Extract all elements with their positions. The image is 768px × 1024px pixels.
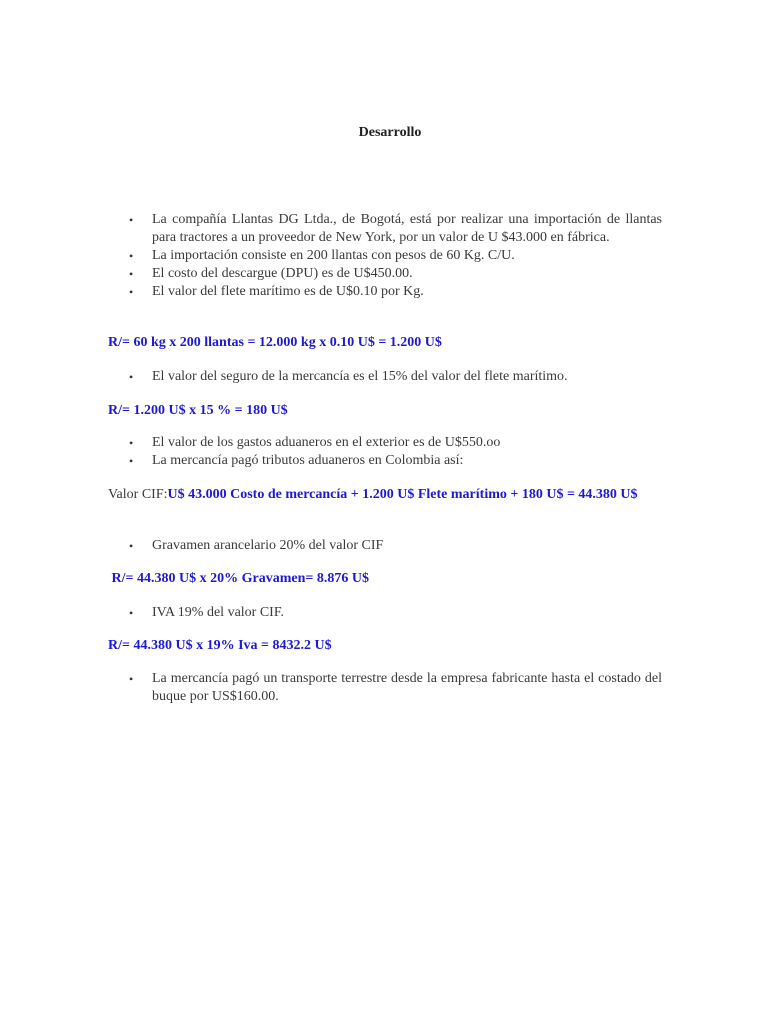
list-item: • La mercancía pagó tributos aduaneros en Colombia así: <box>108 452 662 470</box>
list-item: • La importación consiste en 200 llantas con pesos de 60 Kg. C/U. <box>108 247 662 265</box>
list-item: • IVA 19% del valor CIF. <box>108 604 662 622</box>
bullet-list-vat <box>108 604 662 622</box>
list-item: • Gravamen arancelario 20% del valor CIF <box>108 537 662 555</box>
list-item: • El valor del flete marítimo es de U$0.10 por Kg. <box>108 283 662 301</box>
list-item: • La mercancía pagó un transporte terrestre desde la empresa fabricante hasta el costado del buque por US$160.00. <box>108 670 662 706</box>
answer-insurance: R/= 1.200 U$ x 15 % = 180 U$ <box>108 403 288 418</box>
bullet-list-customs <box>108 434 662 470</box>
answer-tariff: R/= 44.380 U$ x 20% Gravamen= 8.876 U$ <box>108 571 369 586</box>
list-item: • El valor de los gastos aduaneros en el exterior es de U$550.oo <box>108 434 662 452</box>
bullet-list-tariff <box>108 537 662 555</box>
list-item: • La compañía Llantas DG Ltda., de Bogotá, está por realizar una importación de llantas para tractores a un proveedor de New York, por un valor de U $43.000 en fábrica. <box>108 211 662 247</box>
cif-value <box>108 486 668 503</box>
list-item: • El valor del seguro de la mercancía es el 15% del valor del flete marítimo. <box>108 368 662 386</box>
cif-formula: U$ 43.000 Costo de mercancía + 1.200 U$ Flete marítimo + 180 U$ = 44.380 U$ <box>167 487 638 502</box>
bullet-list-insurance <box>108 368 662 386</box>
cif-label: Valor CIF: <box>108 487 168 502</box>
answer-freight: R/= 60 kg x 200 llantas = 12.000 kg x 0.10 U$ = 1.200 U$ <box>108 335 442 350</box>
answer-vat: R/= 44.380 U$ x 19% Iva = 8432.2 U$ <box>108 638 332 653</box>
list-item: • El costo del descargue (DPU) es de U$450.00. <box>108 265 662 283</box>
bullet-list-transport <box>108 670 662 706</box>
bullet-list-intro <box>108 211 662 301</box>
page-title: Desarrollo <box>358 125 422 140</box>
